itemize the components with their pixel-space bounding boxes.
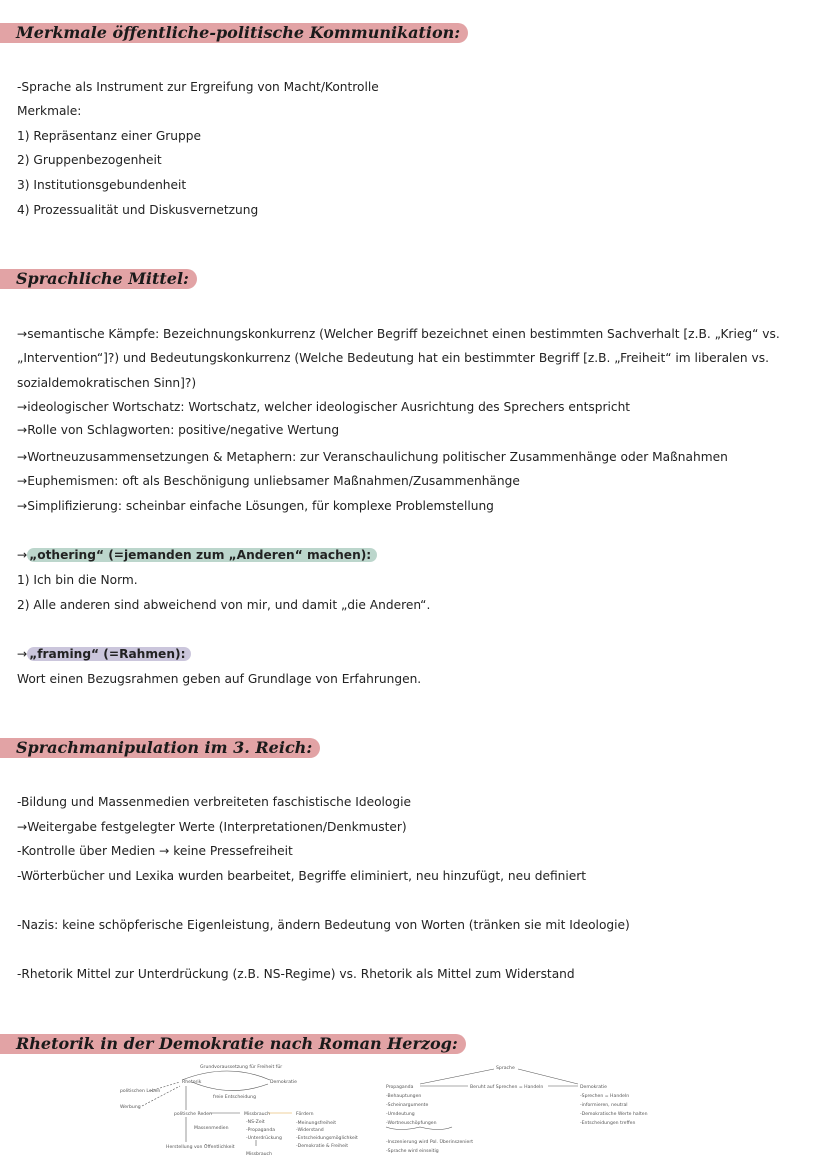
label-r4: -Entscheidungen treffen — [580, 1121, 636, 1126]
othering-heading — [17, 547, 377, 563]
framing-heading — [17, 646, 191, 662]
label-entscheidung: -Entscheidungsmöglichkeit — [296, 1136, 358, 1141]
text-line: 1) Ich bin die Norm. — [17, 573, 138, 587]
arc-bottom — [192, 1082, 268, 1091]
label-top: Grundvoraussetzung für Freiheit für — [200, 1065, 283, 1070]
label-l4: -Wortneuschöpfungen — [386, 1121, 437, 1126]
text-line: -Rhetorik Mittel zur Unterdrückung (z.B. NS-Regime) vs. Rhetorik als Mittel zum Widerstand — [17, 967, 575, 981]
label-foerdern: Fördern — [296, 1112, 314, 1117]
section-heading-sprachliche-mittel: Sprachliche Mittel: — [0, 269, 197, 289]
text-line: 2) Alle anderen sind abweichend von mir, und damit „die Anderen“. — [17, 598, 431, 612]
label-leben: politischen Leben — [120, 1089, 161, 1094]
label-r1: -Sprechen = Handeln — [580, 1094, 630, 1099]
text-line: →semantische Kämpfe: Bezeichnungskonkurrenz (Welcher Begriff bezeichnet einen bestimmten Sachverhalt [z.B. „Krieg“ vs. — [17, 327, 780, 341]
text-line: 3) Institutionsgebundenheit — [17, 178, 187, 192]
label-herstellung: Herstellung von Öffentlichkeit — [166, 1145, 235, 1150]
text-line: -Bildung und Massenmedien verbreiteten faschistische Ideologie — [17, 795, 412, 809]
mindmap-diagrams — [0, 1060, 828, 1171]
text-line: „Intervention“]?) und Bedeutungskonkurrenz (Welche Bedeutung hat ein bestimmter Begriff [z.B. „Freiheit“ im liberalen vs. — [17, 351, 769, 365]
label-propaganda: -Propaganda — [246, 1128, 276, 1133]
label-freie: freie Entscheidung — [213, 1095, 256, 1100]
label-r2: -informieren, neutral — [580, 1103, 628, 1108]
framing-label: „framing“ (=Rahmen): — [27, 647, 191, 661]
arc-top — [182, 1071, 270, 1080]
text-line: Wort einen Bezugsrahmen geben auf Grundlage von Erfahrungen. — [17, 672, 422, 686]
othering-label: „othering“ (=jemanden zum „Anderen“ machen): — [27, 548, 377, 562]
text-line: →Rolle von Schlagworten: positive/negative Wertung — [17, 423, 340, 437]
right-mindmap-labels — [386, 1065, 648, 1154]
label-l1: -Behauptungen — [386, 1094, 422, 1099]
label-l3: -Umdeutung — [386, 1112, 415, 1117]
text-line: -Kontrolle über Medien → keine Pressefreiheit — [17, 844, 293, 858]
text-line: 1) Repräsentanz einer Gruppe — [17, 129, 201, 143]
section-heading-kommunikation: Merkmale öffentliche-politische Kommunikation: — [0, 23, 468, 43]
section-heading-sprachmanipulation: Sprachmanipulation im 3. Reich: — [0, 738, 320, 758]
label-l6: -Sprache wird einseitig — [386, 1149, 439, 1154]
section-heading-rhetorik-demokratie: Rhetorik in der Demokratie nach Roman Herzog: — [0, 1034, 466, 1054]
label-ns: -NS-Zeit — [246, 1120, 265, 1125]
label-l5: -Inszenierung wird Pol. Überinszeniert — [386, 1140, 474, 1145]
text-line: →Euphemismen: oft als Beschönigung unliebsamer Maßnahmen/Zusammenhänge — [17, 474, 520, 488]
text-line: →ideologischer Wortschatz: Wortschatz, welcher ideologischer Ausrichtung des Sprechers entspricht — [17, 400, 631, 414]
label-reden: politische Reden — [174, 1112, 212, 1117]
label-demokratie: Demokratie — [580, 1085, 607, 1090]
label-demokratie: Demokratie — [270, 1080, 297, 1085]
label-missbrauch2: Missbrauch — [246, 1152, 272, 1157]
label-demfreiheit: -Demokratie & Freiheit — [296, 1144, 349, 1149]
diagram-svg — [0, 1060, 828, 1171]
text-line: sozialdemokratischen Sinn]?) — [17, 376, 197, 390]
label-missbrauch: Missbrauch — [244, 1112, 270, 1117]
text-line: →Weitergabe festgelegter Werte (Interpretationen/Denkmuster) — [17, 820, 407, 834]
text-line: 4) Prozessualität und Diskusvernetzung — [17, 203, 259, 217]
label-werbung: Werbung — [120, 1105, 141, 1110]
text-line: -Wörterbücher und Lexika wurden bearbeitet, Begriffe eliminiert, neu hinzufügt, neu definiert — [17, 869, 587, 883]
text-line: Merkmale: — [17, 104, 82, 118]
text-line: -Sprache als Instrument zur Ergreifung von Macht/Kontrolle — [17, 80, 379, 94]
label-massenmedien: Massenmedien — [194, 1126, 229, 1131]
text-line: 2) Gruppenbezogenheit — [17, 153, 162, 167]
text-line: →Simplifizierung: scheinbar einfache Lösungen, für komplexe Problemstellung — [17, 499, 494, 513]
label-widerstand: -Widerstand — [296, 1128, 324, 1133]
label-rhetorik: Rhetorik — [182, 1080, 202, 1085]
label-r3: -Demokratische Werte halten — [580, 1112, 648, 1117]
arrow-icon: → — [17, 548, 28, 562]
label-beruht: Beruht auf Sprechen = Handeln — [470, 1085, 544, 1090]
text-line: -Nazis: keine schöpferische Eigenleistung, ändern Bedeutung von Worten (tränken sie mit Ideologie) — [17, 918, 630, 932]
label-propaganda: Propaganda — [386, 1085, 414, 1090]
arrow-icon: → — [17, 647, 28, 661]
text-line: →Wortneuzusammensetzungen & Metaphern: zur Veranschaulichung politischer Zusammenhänge oder Maßnahmen — [17, 450, 728, 464]
label-sprache: Sprache — [496, 1066, 515, 1071]
label-l2: -Scheinargumente — [386, 1103, 429, 1108]
left-mindmap-labels — [120, 1064, 358, 1157]
brace — [386, 1127, 452, 1130]
label-meinung: -Meinungsfreiheit — [296, 1121, 337, 1126]
label-unterdrueckung: -Unterdrückung — [246, 1136, 282, 1141]
